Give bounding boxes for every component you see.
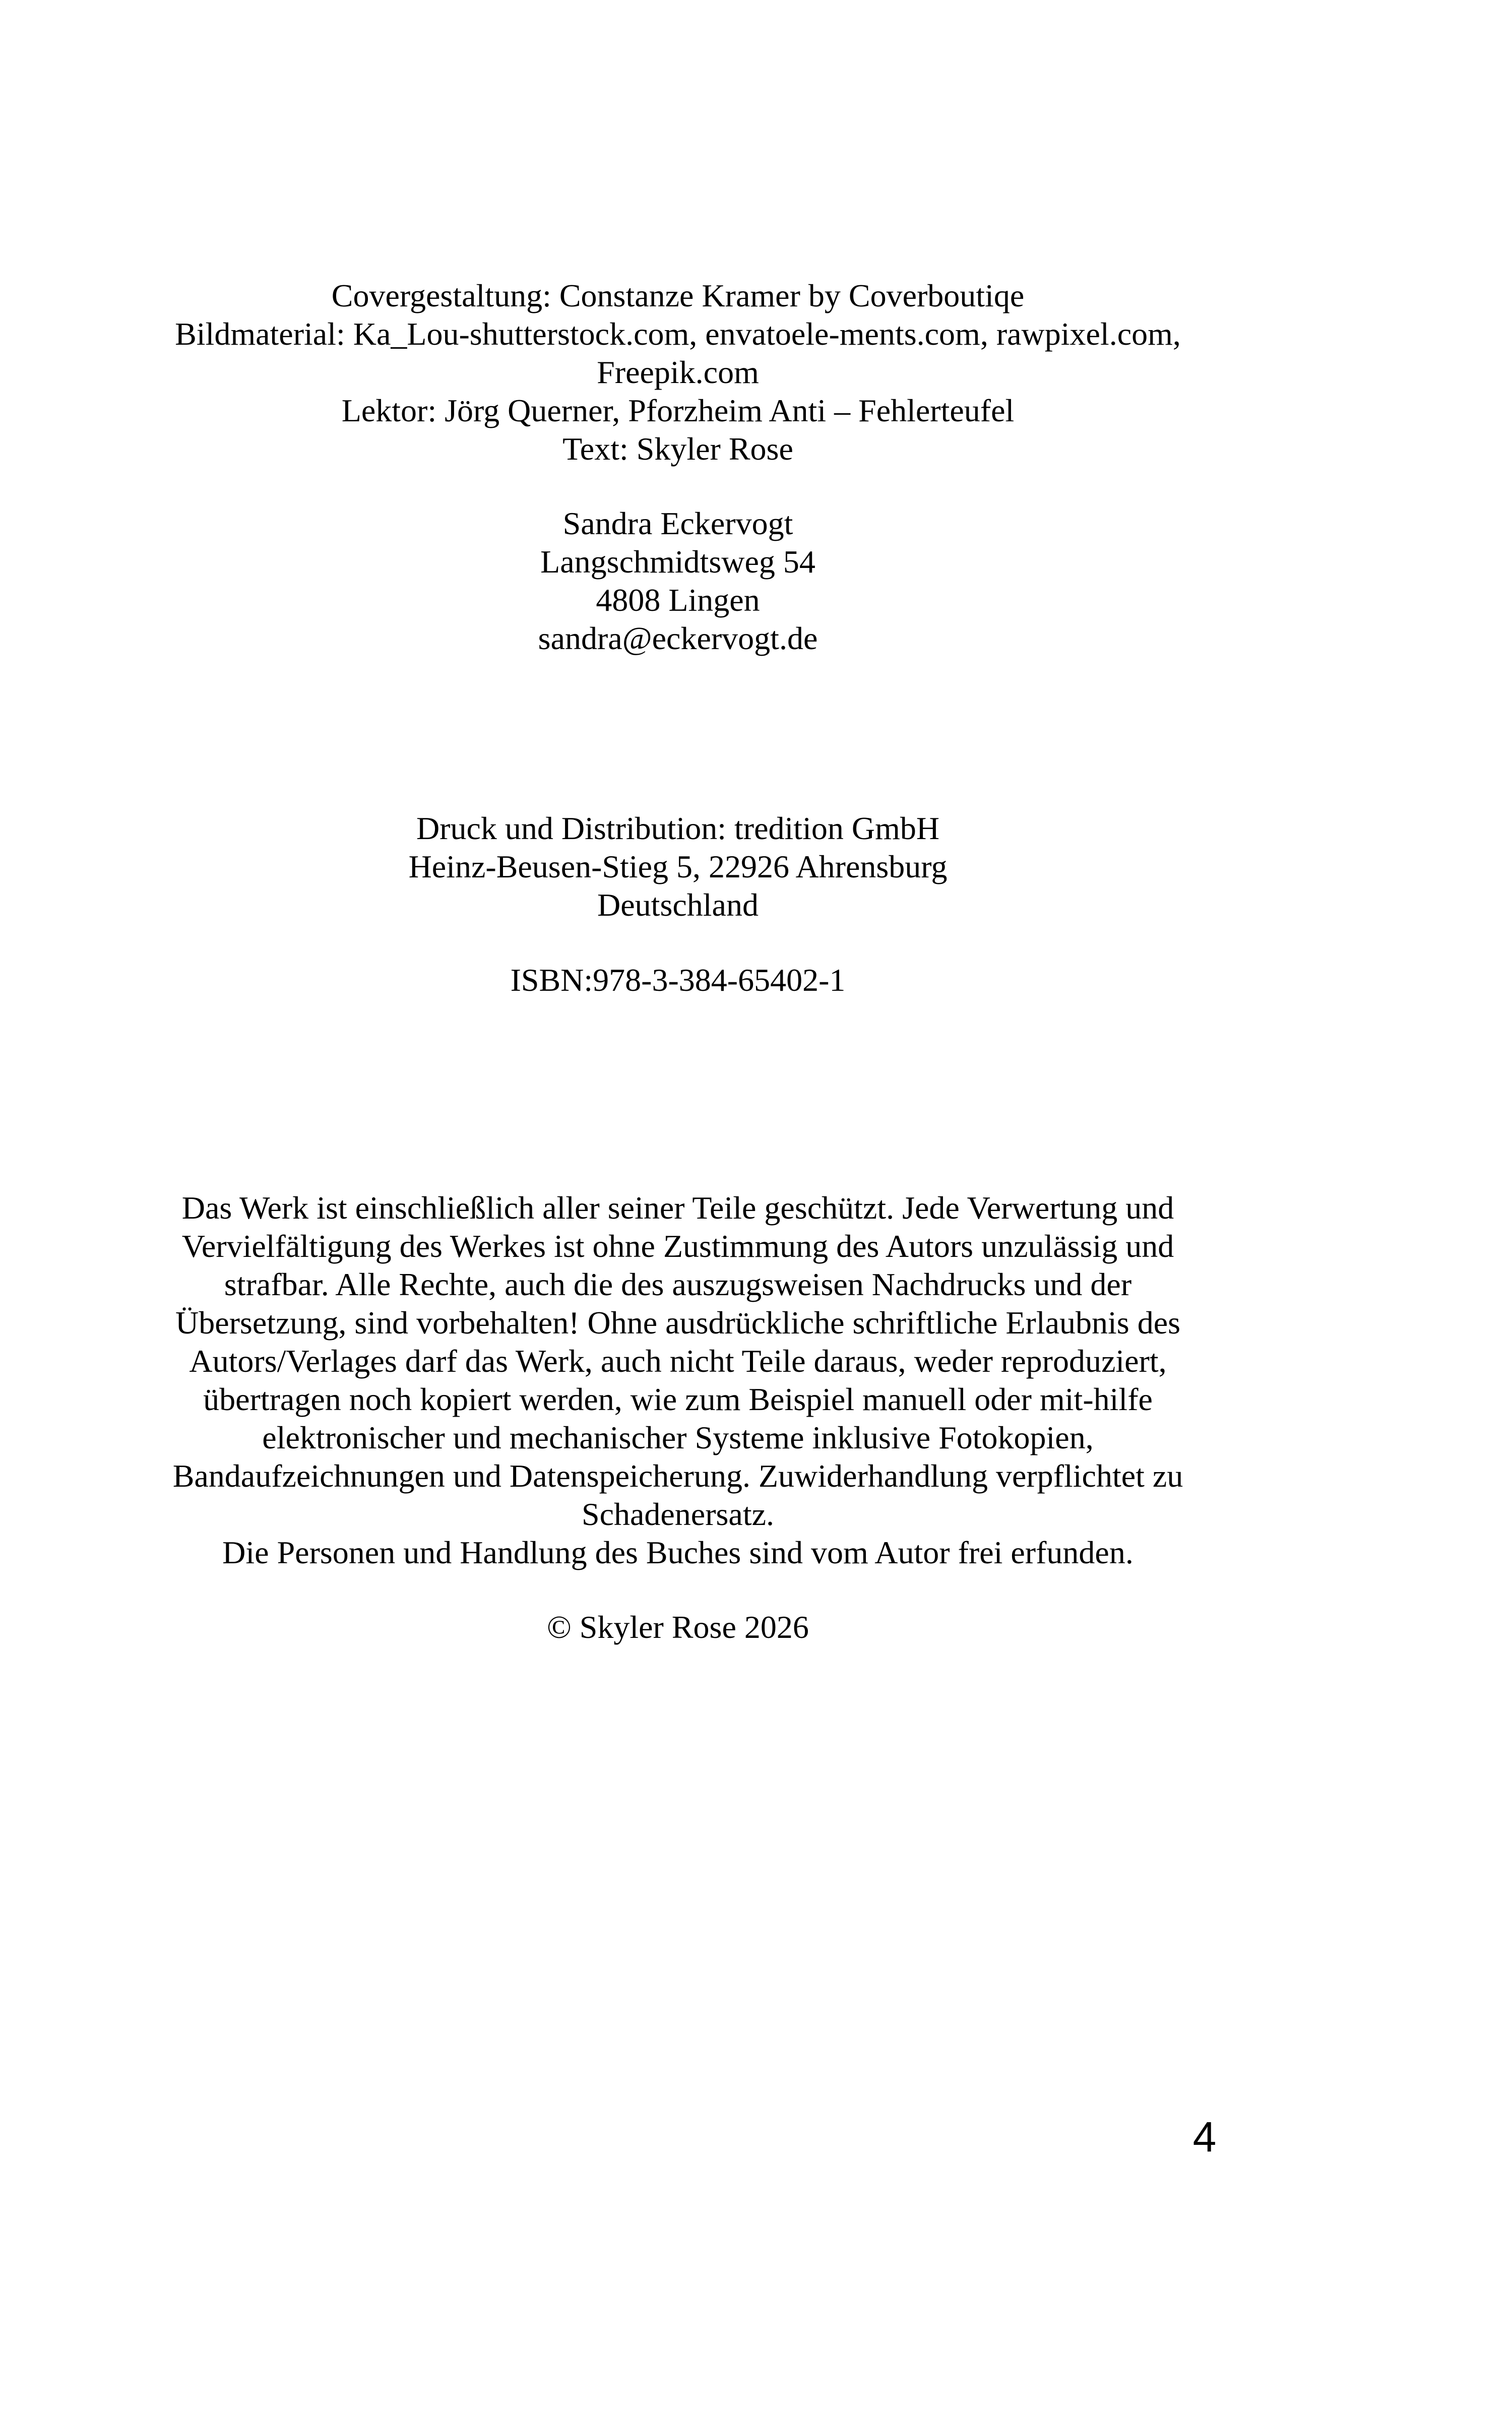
contact-address-block (126, 504, 1230, 658)
printer-country: Deutschland (597, 887, 759, 923)
isbn-block (126, 961, 1230, 999)
contact-city: 4808 Lingen (596, 582, 760, 618)
legal-notice-line: Bandaufzeichnungen und Datenspeicherung. Zuwiderhandlung verpflichtet zu (172, 1458, 1183, 1494)
editor-credit: Lektor: Jörg Querner, Pforzheim Anti – Fehlerteufel (341, 393, 1015, 428)
image-material-credit-continued: Freepik.com (597, 354, 759, 390)
legal-notice-line: Autors/Verlages darf das Werk, auch nicht Teile daraus, weder reproduziert, (189, 1343, 1167, 1379)
credits-block (126, 277, 1230, 468)
legal-notice-block (126, 1189, 1230, 1572)
fiction-disclaimer: Die Personen und Handlung des Buches sind vom Autor frei erfunden. (222, 1535, 1133, 1570)
copyright-notice: © Skyler Rose 2026 (547, 1609, 809, 1645)
legal-notice-line: übertragen noch kopiert werden, wie zum Beispiel manuell oder mit-hilfe (203, 1381, 1153, 1417)
contact-street: Langschmidtsweg 54 (540, 544, 815, 580)
contact-name: Sandra Eckervogt (562, 505, 793, 541)
legal-notice-line: Schadenersatz. (581, 1496, 775, 1532)
image-material-credit: Bildmaterial: Ka_Lou-shutterstock.com, envatoele-ments.com, rawpixel.com, (175, 316, 1181, 352)
text-credit: Text: Skyler Rose (562, 431, 793, 467)
legal-notice-line: Übersetzung, sind vorbehalten! Ohne ausdrückliche schriftliche Erlaubnis des (175, 1305, 1181, 1341)
page-number: 4 (1192, 2113, 1217, 2160)
copyright-block (126, 1608, 1230, 1646)
legal-notice-line: elektronischer und mechanischer Systeme inklusive Fotokopien, (262, 1420, 1094, 1455)
legal-notice-line: Das Werk ist einschließlich aller seiner Teile geschützt. Jede Verwertung und (181, 1190, 1174, 1226)
legal-notice-line: strafbar. Alle Rechte, auch die des auszugsweisen Nachdrucks und der (224, 1266, 1132, 1302)
contact-email: sandra@eckervogt.de (538, 620, 818, 656)
cover-design-credit: Covergestaltung: Constanze Kramer by Coverboutiqe (331, 278, 1025, 313)
printing-distribution-block (126, 809, 1230, 924)
printer-name: Druck und Distribution: tredition GmbH (416, 810, 940, 846)
legal-notice-line: Vervielfältigung des Werkes ist ohne Zustimmung des Autors unzulässig und (181, 1228, 1174, 1264)
printer-address: Heinz-Beusen-Stieg 5, 22926 Ahrensburg (408, 849, 948, 884)
isbn-number: ISBN:978-3-384-65402-1 (510, 962, 846, 998)
